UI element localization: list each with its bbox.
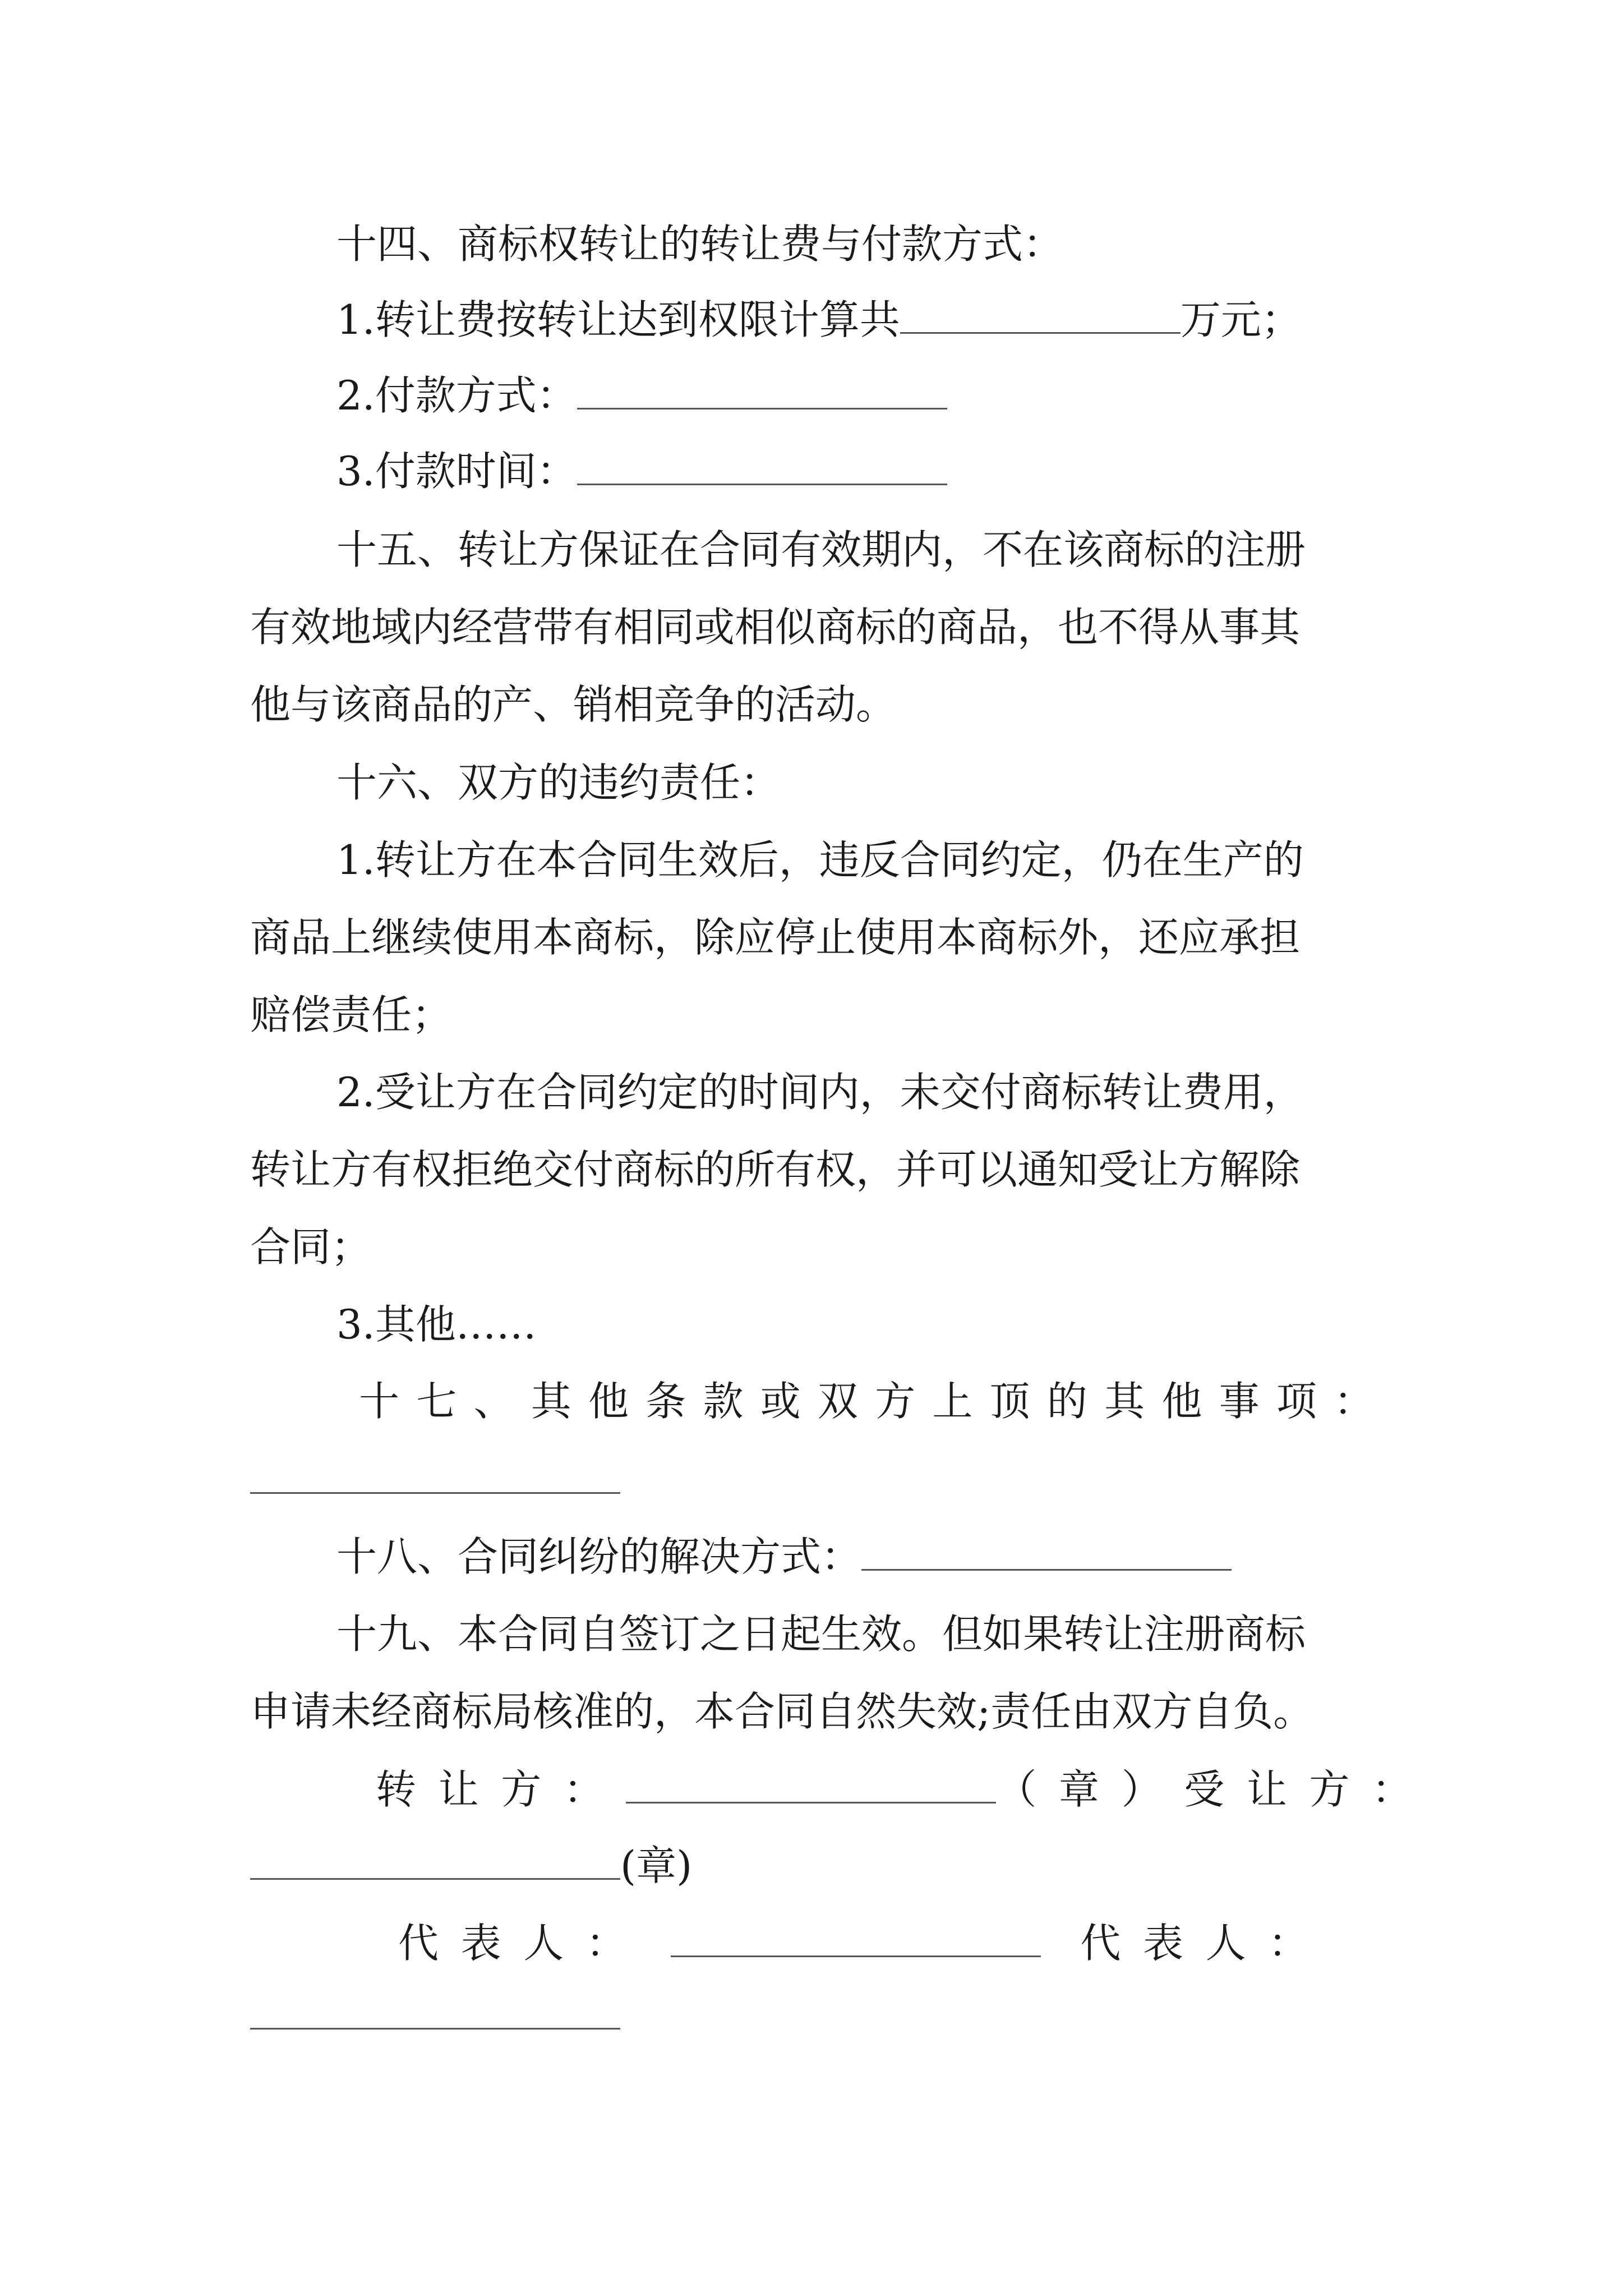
payment-method-blank[interactable] <box>577 374 947 409</box>
clause-17-heading: 十七、其他条款或双方上顶的其他事项： <box>359 1378 1391 1425</box>
clause-16-item-1-line-2: 商品上继续使用本商标，除应停止使用本商标外，还应承担 <box>250 914 1301 961</box>
fee-amount-blank[interactable] <box>900 298 1181 334</box>
clause-18: 十八、合同纠纷的解决方式： <box>336 1517 1377 1596</box>
clause-16-item-2-line-3: 合同； <box>250 1223 372 1271</box>
transferor-representative-blank[interactable] <box>671 1922 1041 1957</box>
signature-transferor-row: 转让方： （章）受让方： <box>376 1766 1435 1813</box>
dispute-resolution-blank[interactable] <box>861 1535 1232 1571</box>
clause-16-item-1-line-1: 1.转让方在本合同生效后，违反合同约定，仍在生产的 <box>336 836 1304 884</box>
clause-14-heading: 十四、商标权转让的转让费与付款方式： <box>336 220 1064 268</box>
clause-19-line-2: 申请未经商标局核准的，本合同自然失效;责任由双方自负。 <box>250 1688 1314 1735</box>
clause-17-blank[interactable] <box>250 1492 620 1494</box>
clause-16-heading: 十六、双方的违约责任： <box>336 759 781 806</box>
clause-15-line-1: 十五、转让方保证在合同有效期内，不在该商标的注册 <box>336 526 1306 573</box>
clause-16-item-2-line-2: 转让方有权拒绝交付商标的所有权，并可以通知受让方解除 <box>250 1146 1301 1193</box>
clause-15-line-2: 有效地域内经营带有相同或相似商标的商品，也不得从事其 <box>250 604 1301 651</box>
clause-19-line-1: 十九、本合同自签订之日起生效。但如果转让注册商标 <box>336 1611 1306 1658</box>
clause-15-line-3: 他与该商品的产、销相竞争的活动。 <box>250 681 897 728</box>
signature-representative-row: 代表人： 代表人： <box>398 1920 1331 1967</box>
clause-16-item-2-line-1: 2.受让方在合同约定的时间内，未交付商标转让费用， <box>336 1069 1304 1116</box>
transferor-blank[interactable] <box>626 1768 996 1803</box>
clause-14-item-1: 1.转让费按转让达到权限计算共 万元； <box>336 296 1302 343</box>
clause-16-item-3: 3.其他…… <box>336 1301 537 1348</box>
clause-16-item-1-line-3: 赔偿责任； <box>250 991 453 1038</box>
clause-14-item-2: 2.付款方式： <box>336 356 1377 435</box>
clause-14-item-3: 3.付款时间： <box>336 432 1377 510</box>
signature-transferee-row: (章) <box>250 1826 1377 1905</box>
transferee-blank[interactable] <box>250 1844 620 1880</box>
transferee-representative-blank[interactable] <box>250 2028 620 2030</box>
payment-time-blank[interactable] <box>577 450 947 485</box>
